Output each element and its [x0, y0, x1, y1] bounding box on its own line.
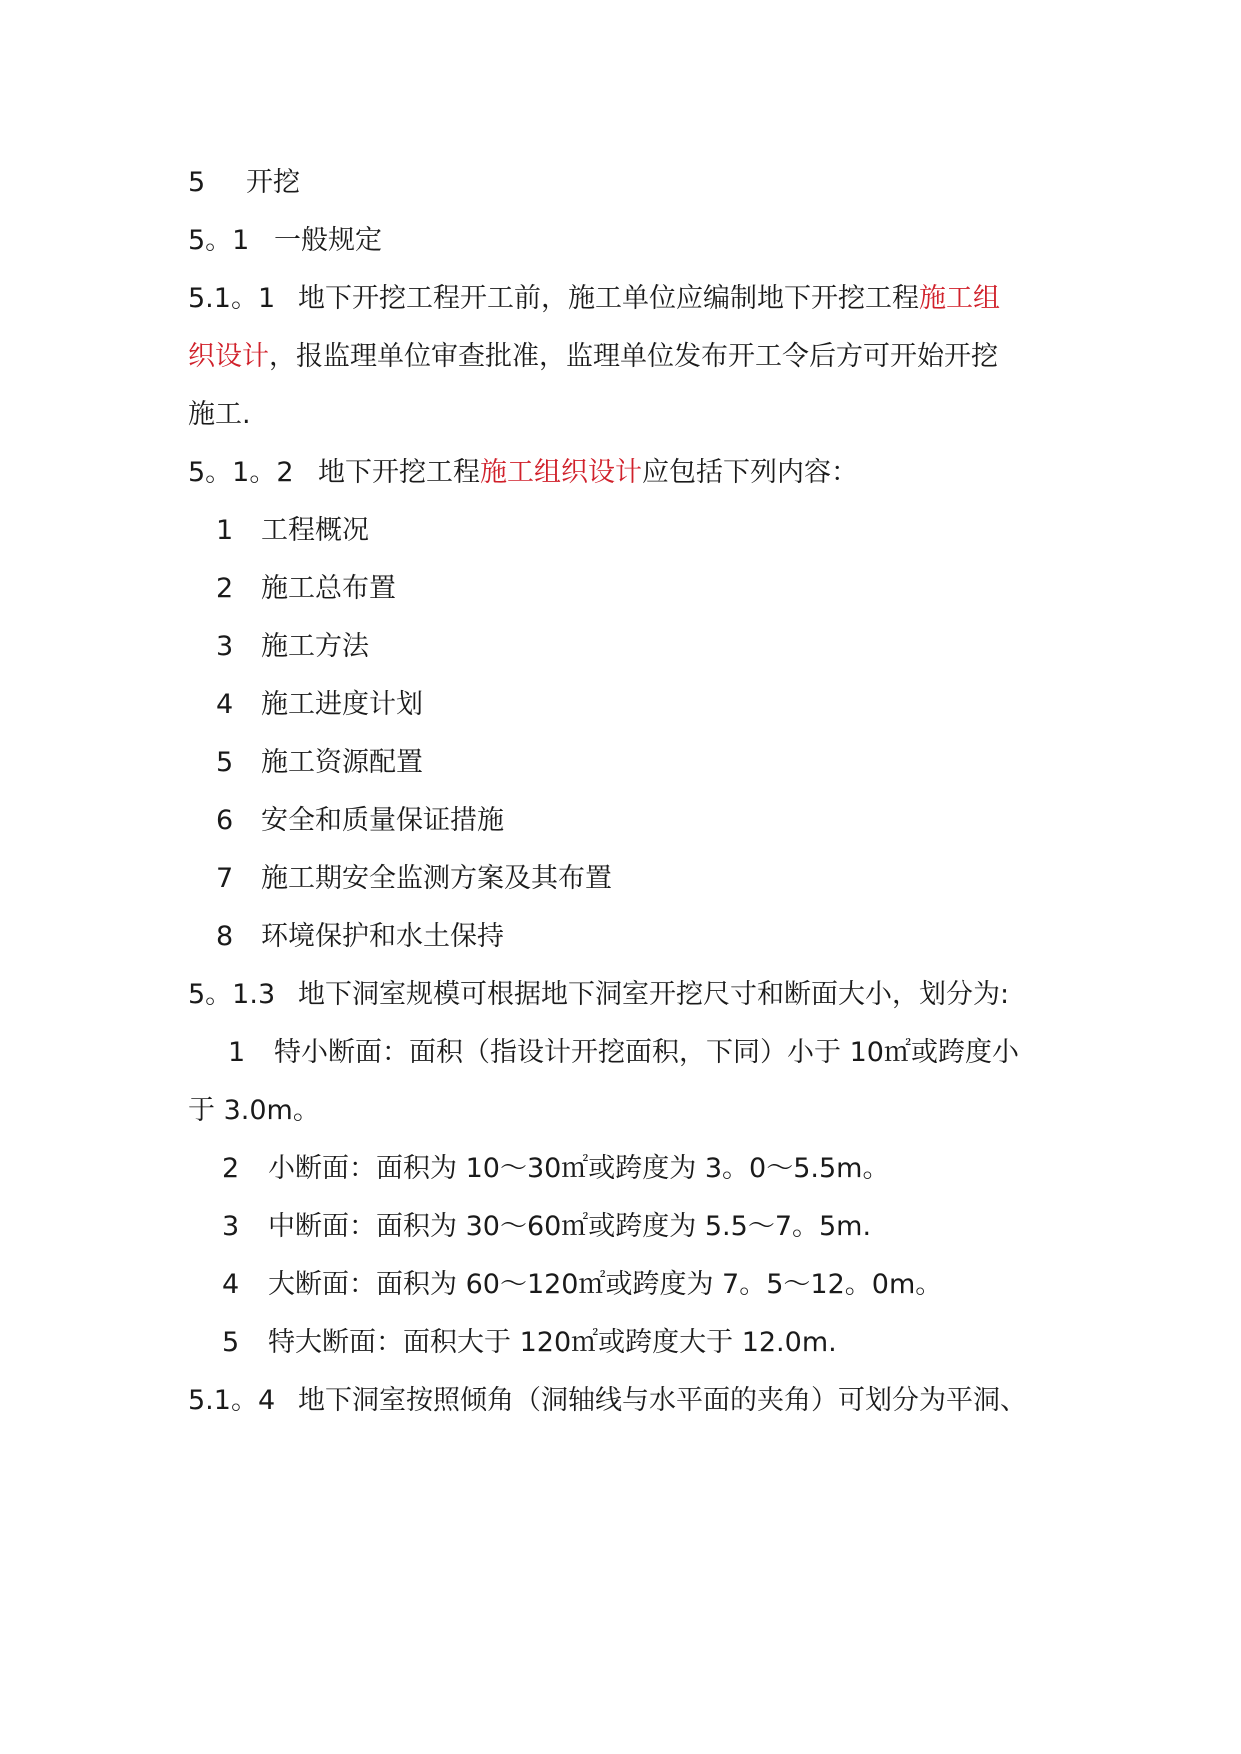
list-item-continuation	[188, 1094, 320, 1128]
chapter-number: 5	[188, 167, 206, 198]
list-item-number: 1	[228, 1037, 246, 1068]
list-item-text: 施工进度计划	[261, 689, 423, 720]
paragraph-text: 地下开挖工程开工前，施工单位应编制地下开挖工程	[298, 283, 919, 314]
list-item-text: 施工期安全监测方案及其布置	[261, 863, 612, 894]
clause-number: 5.1。4	[188, 1385, 276, 1416]
paragraph-text: 地下洞室按照倾角（洞轴线与水平面的夹角）可划分为平洞、	[298, 1385, 1027, 1416]
section-heading	[188, 224, 382, 258]
list-item-number: 5	[216, 747, 234, 778]
paragraph-5-1-3	[188, 978, 1009, 1012]
chapter-heading	[188, 166, 300, 200]
list-item	[216, 746, 423, 780]
paragraph-text: ，报监理单位审查批准，监理单位发布开工令后方可开始开挖	[269, 341, 998, 372]
list-item-number: 6	[216, 805, 234, 836]
list-item-text: 于 3.0m。	[188, 1095, 320, 1126]
section-title: 一般规定	[274, 225, 382, 256]
list-item-text: 特小断面：面积（指设计开挖面积，下同）小于 10㎡或跨度小	[274, 1037, 1019, 1068]
list-item-text: 施工资源配置	[261, 747, 423, 778]
list-item-text: 特大断面：面积大于 120㎡或跨度大于 12.0m.	[268, 1327, 837, 1358]
list-item-text: 施工总布置	[261, 573, 396, 604]
paragraph-5-1-2	[188, 456, 858, 490]
list-item	[222, 1210, 871, 1244]
list-item	[216, 688, 423, 722]
paragraph-5-1-1-line-3	[188, 398, 251, 432]
highlighted-term: 施工组织设计	[480, 457, 642, 488]
list-item-text: 环境保护和水土保持	[261, 921, 504, 952]
list-item-number: 4	[222, 1269, 240, 1300]
clause-number: 5。1。2	[188, 457, 294, 488]
highlighted-term: 织设计	[188, 341, 269, 372]
list-item-number: 3	[222, 1211, 240, 1242]
section-number: 5。1	[188, 225, 250, 256]
list-item	[222, 1326, 837, 1360]
clause-number: 5.1。1	[188, 283, 276, 314]
paragraph-5-1-1-line-1	[188, 282, 1000, 316]
list-item-number: 8	[216, 921, 234, 952]
list-item	[222, 1152, 889, 1186]
list-item-text: 中断面：面积为 30～60㎡或跨度为 5.5～7。5m.	[268, 1211, 872, 1242]
clause-number: 5。1.3	[188, 979, 276, 1010]
chapter-title: 开挖	[246, 167, 300, 198]
list-item-text: 小断面：面积为 10～30㎡或跨度为 3。0～5.5m。	[268, 1153, 890, 1184]
list-item	[216, 630, 369, 664]
list-item-text: 施工方法	[261, 631, 369, 662]
list-item-number: 2	[216, 573, 234, 604]
paragraph-5-1-4	[188, 1384, 1027, 1418]
list-item-text: 工程概况	[261, 515, 369, 546]
list-item	[228, 1036, 1019, 1070]
list-item	[216, 572, 396, 606]
list-item-number: 2	[222, 1153, 240, 1184]
paragraph-text: 地下洞室规模可根据地下洞室开挖尺寸和断面大小，划分为:	[298, 979, 1010, 1010]
paragraph-text: 施工.	[188, 399, 251, 430]
list-item	[222, 1268, 942, 1302]
paragraph-text: 应包括下列内容：	[642, 457, 858, 488]
list-item-number: 5	[222, 1327, 240, 1358]
paragraph-text: 地下开挖工程	[318, 457, 480, 488]
list-item-number: 4	[216, 689, 234, 720]
list-item	[216, 514, 369, 548]
list-item-number: 3	[216, 631, 234, 662]
paragraph-5-1-1-line-2	[188, 340, 998, 374]
list-item-number: 1	[216, 515, 234, 546]
list-item-text: 大断面：面积为 60～120㎡或跨度为 7。5～12。0m。	[268, 1269, 943, 1300]
list-item-text: 安全和质量保证措施	[261, 805, 504, 836]
list-item	[216, 804, 504, 838]
list-item	[216, 862, 612, 896]
highlighted-term: 施工组	[919, 283, 1000, 314]
list-item-number: 7	[216, 863, 234, 894]
list-item	[216, 920, 504, 954]
